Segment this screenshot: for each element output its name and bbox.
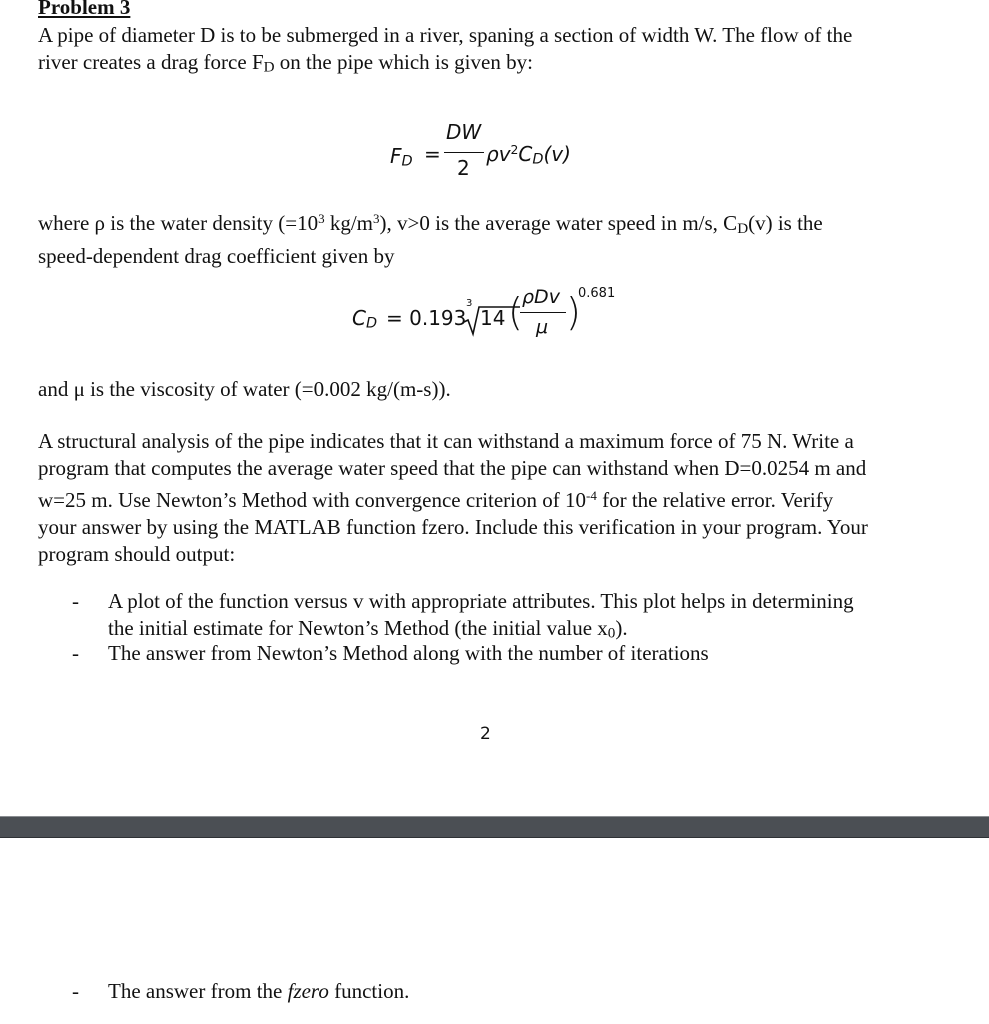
list-item-dash: - (72, 589, 79, 613)
eq2-fraction-bar (520, 312, 566, 313)
eq2-numerator: ρDv (522, 286, 560, 308)
analysis-line-3: w=25 m. Use Newton’s Method with convergence criterion of $10^{-4}$ for the relative error. Verify (38, 488, 834, 513)
right-paren-icon: ) (566, 290, 581, 334)
eq1-numerator: DW (446, 120, 482, 144)
fzero-term: fzero (287, 979, 329, 1003)
eq1-fraction-bar (444, 152, 484, 153)
list-item-dash: - (72, 641, 79, 665)
list-item-dash: - (72, 979, 79, 1003)
problem-title: Problem 3 (38, 0, 131, 19)
analysis-line-4: your answer by using the MATLAB function fzero. Include this verification in your program. Your (38, 515, 868, 540)
analysis-paragraph (38, 428, 943, 568)
drag-coefficient-equation (352, 282, 652, 352)
page-number: 2 (480, 724, 491, 744)
analysis-line-1: A structural analysis of the pipe indicates that it can withstand a maximum force of 75 N. Write a (38, 429, 854, 453)
eq1-equals: = (424, 142, 441, 166)
eq2-denominator: μ (536, 316, 549, 338)
bullet-1-line-2: the initial estimate for Newton’s Method (the initial value x0). (108, 616, 628, 642)
list-item (108, 588, 948, 648)
eq2-exponent: 0.681 (578, 286, 616, 301)
eq1-denominator: 2 (457, 156, 470, 180)
eq1-lhs: FD (390, 144, 413, 170)
intro-paragraph (38, 22, 943, 82)
list-item: The answer from Newton’s Method along with the number of iterations (108, 641, 709, 665)
eq2-coefficient: = 0.193 (386, 306, 467, 330)
where-line-1: where ρ is the water density ($=10^3$ $kg/m^3$), v>0 is the average water speed in m/s, CD(v) is the (38, 211, 823, 237)
intro-line-1: A pipe of diameter D is to be submerged in a river, spaning a section of width W. The flow of the (38, 23, 853, 47)
eq2-root-index: 3 (466, 298, 473, 309)
viscosity-line: and μ is the viscosity of water (=0.002 kg/(m-s)). (38, 377, 451, 401)
eq2-radicand: 14 (480, 306, 506, 330)
analysis-line-5: program should output: (38, 542, 236, 567)
list-item: The answer from the fzero function. (108, 979, 410, 1003)
eq2-lhs: CD (352, 306, 378, 332)
analysis-line-2: program that computes the average water speed that the pipe can withstand when D=0.0254 m and (38, 456, 867, 480)
where-paragraph (38, 205, 943, 270)
where-line-2: speed-dependent drag coefficient given by (38, 243, 395, 268)
intro-line-2: river creates a drag force FD on the pipe which is given by: (38, 50, 533, 76)
drag-force-equation (390, 120, 690, 190)
left-paren-icon: ( (508, 290, 523, 334)
eq1-rhs: $\rho v^2CD(v)$ (486, 142, 571, 168)
bullet-1-line-1: A plot of the function versus v with appropriate attributes. This plot helps in determining (108, 589, 854, 613)
page-separator (0, 816, 989, 838)
